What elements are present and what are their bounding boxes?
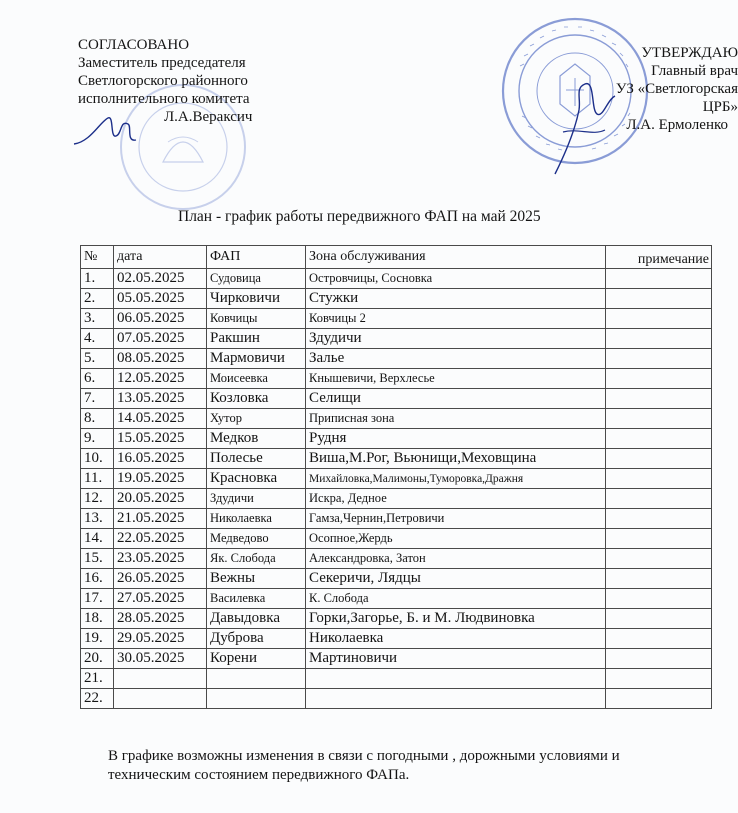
- row-number-cell: 19.: [81, 629, 114, 649]
- table-row: [81, 629, 712, 649]
- row-fap-cell: [207, 689, 306, 709]
- agreement-position-line3: исполнительного комитета: [78, 91, 250, 107]
- row-number-cell: 1.: [81, 269, 114, 289]
- footnote-line2: техническим состоянием передвижного ФАПа.: [108, 767, 410, 783]
- row-zone-cell: Осопное,Жердь: [306, 529, 606, 549]
- row-fap-cell: Давыдовка: [207, 609, 306, 629]
- table-row: [81, 569, 712, 589]
- row-note-cell: [606, 609, 712, 629]
- row-fap-cell: Дуброва: [207, 629, 306, 649]
- row-number-cell: 7.: [81, 389, 114, 409]
- row-date-cell: 12.05.2025: [114, 369, 207, 389]
- row-zone-cell: Стужки: [306, 289, 606, 309]
- table-row: [81, 289, 712, 309]
- row-zone-cell: К. Слобода: [306, 589, 606, 609]
- row-date-cell: 06.05.2025: [114, 309, 207, 329]
- row-fap-cell: Медков: [207, 429, 306, 449]
- row-note-cell: [606, 409, 712, 429]
- table-row: [81, 369, 712, 389]
- row-number-cell: 4.: [81, 329, 114, 349]
- table-row: [81, 429, 712, 449]
- row-zone-cell: [306, 689, 606, 709]
- row-note-cell: [606, 469, 712, 489]
- row-fap-cell: Корени: [207, 649, 306, 669]
- table-row: [81, 509, 712, 529]
- row-date-cell: 28.05.2025: [114, 609, 207, 629]
- row-number-cell: 2.: [81, 289, 114, 309]
- row-zone-cell: Здудичи: [306, 329, 606, 349]
- row-zone-cell: Михайловка,Малимоны,Туморовка,Дражня: [306, 469, 606, 489]
- row-fap-cell: Мармовичи: [207, 349, 306, 369]
- approval-signer-name: Л.А. Ермоленко: [626, 117, 728, 133]
- row-note-cell: [606, 549, 712, 569]
- row-zone-cell: Залье: [306, 349, 606, 369]
- row-number-cell: 18.: [81, 609, 114, 629]
- row-number-cell: 17.: [81, 589, 114, 609]
- row-note-cell: [606, 449, 712, 469]
- row-number-cell: 5.: [81, 349, 114, 369]
- row-zone-cell: Искра, Дедное: [306, 489, 606, 509]
- header-note: примечание: [606, 246, 712, 269]
- row-fap-cell: Красновка: [207, 469, 306, 489]
- row-fap-cell: Вежны: [207, 569, 306, 589]
- row-date-cell: 19.05.2025: [114, 469, 207, 489]
- row-date-cell: 21.05.2025: [114, 509, 207, 529]
- table-row: [81, 589, 712, 609]
- footnote: [108, 747, 620, 785]
- table-row: [81, 489, 712, 509]
- row-note-cell: [606, 349, 712, 369]
- row-date-cell: 15.05.2025: [114, 429, 207, 449]
- row-number-cell: 22.: [81, 689, 114, 709]
- row-date-cell: 23.05.2025: [114, 549, 207, 569]
- footnote-line1: В графике возможны изменения в связи с погодными , дорожными условиями и: [108, 748, 620, 764]
- row-date-cell: 30.05.2025: [114, 649, 207, 669]
- table-row: [81, 669, 712, 689]
- row-zone-cell: Кнышевичи, Верхлесье: [306, 369, 606, 389]
- row-note-cell: [606, 389, 712, 409]
- row-number-cell: 14.: [81, 529, 114, 549]
- agreement-heading: СОГЛАСОВАНО: [78, 37, 190, 53]
- table-row: [81, 269, 712, 289]
- row-number-cell: 12.: [81, 489, 114, 509]
- row-note-cell: [606, 649, 712, 669]
- agreement-position-line1: Заместитель председателя: [78, 55, 246, 71]
- row-date-cell: 29.05.2025: [114, 629, 207, 649]
- agreement-block: [78, 36, 252, 126]
- row-fap-cell: Хутор: [207, 409, 306, 429]
- row-note-cell: [606, 509, 712, 529]
- row-zone-cell: Ковчицы 2: [306, 309, 606, 329]
- row-number-cell: 9.: [81, 429, 114, 449]
- row-date-cell: 08.05.2025: [114, 349, 207, 369]
- row-note-cell: [606, 269, 712, 289]
- row-note-cell: [606, 429, 712, 449]
- row-date-cell: 20.05.2025: [114, 489, 207, 509]
- row-number-cell: 6.: [81, 369, 114, 389]
- row-zone-cell: Приписная зона: [306, 409, 606, 429]
- table-row: [81, 689, 712, 709]
- row-fap-cell: Медведово: [207, 529, 306, 549]
- agreement-signer-name: Л.А.Вераксич: [164, 109, 253, 125]
- row-note-cell: [606, 329, 712, 349]
- row-number-cell: 16.: [81, 569, 114, 589]
- row-note-cell: [606, 289, 712, 309]
- row-date-cell: 22.05.2025: [114, 529, 207, 549]
- row-zone-cell: Селищи: [306, 389, 606, 409]
- row-zone-cell: Гамза,Чернин,Петровичи: [306, 509, 606, 529]
- row-fap-cell: Ракшин: [207, 329, 306, 349]
- row-zone-cell: Николаевка: [306, 629, 606, 649]
- header-date: дата: [114, 246, 207, 269]
- row-note-cell: [606, 529, 712, 549]
- row-zone-cell: Александровка, Затон: [306, 549, 606, 569]
- plan-title: План - график работы передвижного ФАП на май 2025: [178, 208, 541, 225]
- row-date-cell: 16.05.2025: [114, 449, 207, 469]
- row-date-cell: 14.05.2025: [114, 409, 207, 429]
- row-date-cell: 27.05.2025: [114, 589, 207, 609]
- row-number-cell: 11.: [81, 469, 114, 489]
- row-note-cell: [606, 309, 712, 329]
- row-zone-cell: [306, 669, 606, 689]
- agreement-position-line2: Светлогорского районного: [78, 73, 248, 89]
- row-number-cell: 13.: [81, 509, 114, 529]
- row-fap-cell: Ковчицы: [207, 309, 306, 329]
- row-fap-cell: [207, 669, 306, 689]
- approval-heading: УТВЕРЖДАЮ: [641, 45, 738, 61]
- row-zone-cell: Виша,М.Рог, Вьюнищи,Меховщина: [306, 449, 606, 469]
- row-number-cell: 8.: [81, 409, 114, 429]
- row-fap-cell: Як. Слобода: [207, 549, 306, 569]
- table-row: [81, 649, 712, 669]
- row-zone-cell: Секеричи, Лядцы: [306, 569, 606, 589]
- row-fap-cell: Здудичи: [207, 489, 306, 509]
- row-date-cell: 26.05.2025: [114, 569, 207, 589]
- table-row: [81, 409, 712, 429]
- table-row: [81, 549, 712, 569]
- row-zone-cell: Островчицы, Сосновка: [306, 269, 606, 289]
- header-zone: Зона обслуживания: [306, 246, 606, 269]
- row-note-cell: [606, 569, 712, 589]
- row-fap-cell: Чирковичи: [207, 289, 306, 309]
- row-fap-cell: Судовица: [207, 269, 306, 289]
- table-header-row: [81, 246, 712, 269]
- table-row: [81, 609, 712, 629]
- table-row: [81, 469, 712, 489]
- header-fap: ФАП: [207, 246, 306, 269]
- header-number: №: [81, 246, 114, 269]
- row-note-cell: [606, 629, 712, 649]
- approval-position-line2: УЗ «Светлогорская ЦРБ»: [615, 81, 738, 115]
- row-note-cell: [606, 589, 712, 609]
- row-date-cell: 13.05.2025: [114, 389, 207, 409]
- row-fap-cell: Полесье: [207, 449, 306, 469]
- row-note-cell: [606, 669, 712, 689]
- table-row: [81, 329, 712, 349]
- row-fap-cell: Моисеевка: [207, 369, 306, 389]
- row-note-cell: [606, 489, 712, 509]
- row-date-cell: 02.05.2025: [114, 269, 207, 289]
- row-date-cell: [114, 669, 207, 689]
- row-number-cell: 10.: [81, 449, 114, 469]
- row-number-cell: 15.: [81, 549, 114, 569]
- row-number-cell: 21.: [81, 669, 114, 689]
- row-zone-cell: Горки,Загорье, Б. и М. Людвиновка: [306, 609, 606, 629]
- row-fap-cell: Козловка: [207, 389, 306, 409]
- table-row: [81, 529, 712, 549]
- approval-position-line1: Главный врач: [651, 63, 738, 79]
- approval-block: [596, 44, 738, 134]
- table-row: [81, 349, 712, 369]
- row-note-cell: [606, 689, 712, 709]
- schedule-table: [80, 245, 712, 709]
- row-note-cell: [606, 369, 712, 389]
- row-date-cell: 05.05.2025: [114, 289, 207, 309]
- row-number-cell: 20.: [81, 649, 114, 669]
- row-date-cell: 07.05.2025: [114, 329, 207, 349]
- row-fap-cell: Николаевка: [207, 509, 306, 529]
- table-row: [81, 389, 712, 409]
- row-zone-cell: Рудня: [306, 429, 606, 449]
- row-date-cell: [114, 689, 207, 709]
- row-zone-cell: Мартиновичи: [306, 649, 606, 669]
- row-number-cell: 3.: [81, 309, 114, 329]
- row-fap-cell: Василевка: [207, 589, 306, 609]
- table-row: [81, 449, 712, 469]
- table-row: [81, 309, 712, 329]
